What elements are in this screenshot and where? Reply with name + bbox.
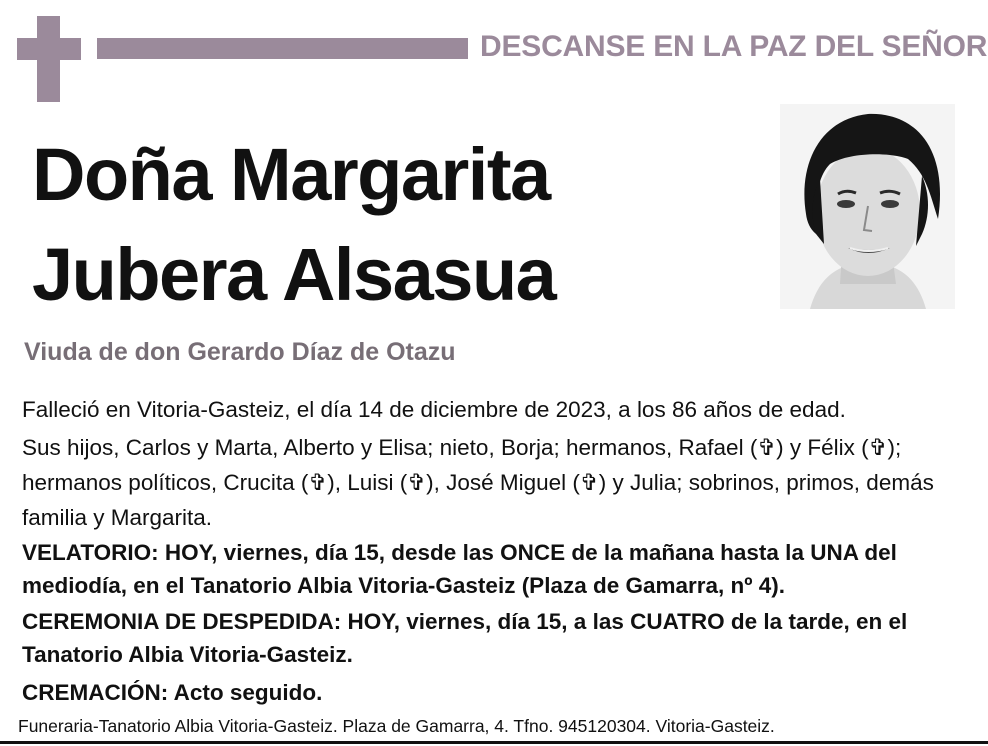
- cross-icon-arm: [17, 38, 81, 60]
- header-title: DESCANSE EN LA PAZ DEL SEÑOR: [480, 30, 988, 63]
- funeral-home-footer: Funeraria-Tanatorio Albia Vitoria-Gasteiz. Plaza de Gamarra, 4. Tfno. 945120304. Vitoria-Gasteiz.: [18, 716, 775, 736]
- wake-announcement: VELATORIO: HOY, viernes, día 15, desde las ONCE de la mañana hasta la UNA del mediodía, en el Tanatorio Albia Vitoria-Gasteiz (Plaza de Gamarra, nº 4).: [22, 540, 897, 598]
- deceased-name-line-2: Jubera Alsasua: [32, 233, 556, 316]
- footer-divider: [0, 741, 988, 744]
- ceremony-announcement: CEREMONIA DE DESPEDIDA: HOY, viernes, día 15, a las CUATRO de la tarde, en el Tanatorio Albia Vitoria-Gasteiz.: [22, 609, 908, 667]
- widow-subtitle: Viuda de don Gerardo Díaz de Otazu: [24, 338, 456, 366]
- header-divider-bar: [97, 38, 468, 59]
- portrait-photo: [780, 104, 955, 309]
- cremation-announcement: CREMACIÓN: Acto seguido.: [22, 680, 323, 705]
- death-notice-paragraph: Falleció en Vitoria-Gasteiz, el día 14 de diciembre de 2023, a los 86 años de edad.: [22, 397, 846, 422]
- deceased-name-line-1: Doña Margarita: [32, 133, 550, 216]
- family-paragraph: Sus hijos, Carlos y Marta, Alberto y Elisa; nieto, Borja; hermanos, Rafael (✞) y Félix (✞); hermanos políticos, Crucita (✞), Luisi (✞), José Miguel (✞) y Julia; sobrinos, primos, demás familia y Margarita.: [22, 435, 934, 530]
